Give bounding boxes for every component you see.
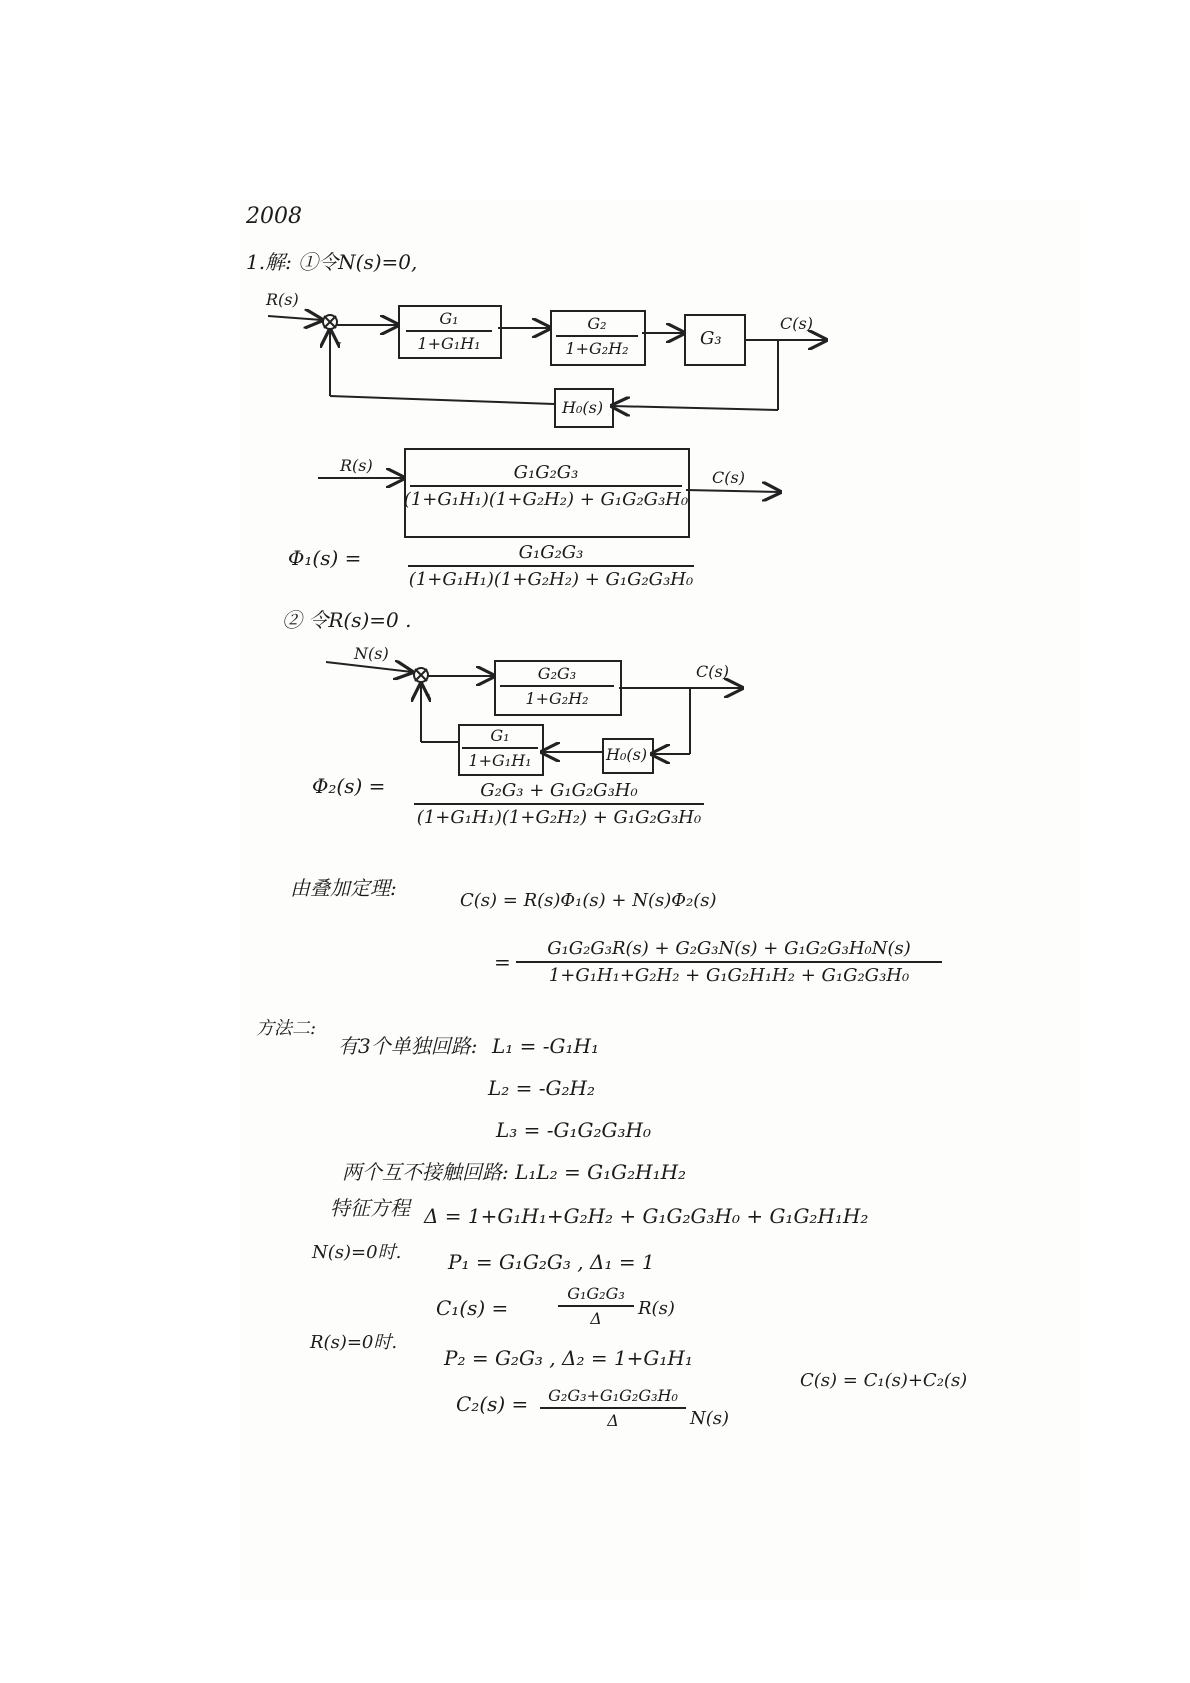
phi2-num: G₂G₃ + G₁G₂G₃H₀ <box>480 780 638 801</box>
c1-num: G₁G₂G₃ <box>567 1284 625 1303</box>
loops-label: 有3个单独回路: <box>338 1034 478 1058</box>
d2-output-label: C(s) <box>712 468 745 487</box>
superposition-eq2-prefix: = <box>494 950 511 974</box>
d1-block-1-den: 1+G₁H₁ <box>417 334 481 353</box>
loop-L2: L₂ = -G₂H₂ <box>488 1076 595 1100</box>
phi1-label: Φ₁(s) = <box>288 546 362 570</box>
d3-fwd-num: G₂G₃ <box>537 664 577 683</box>
superposition-label: 由叠加定理: <box>290 876 397 900</box>
d2-block <box>404 448 690 538</box>
d3-fwd-den: 1+G₂H₂ <box>525 689 589 708</box>
d1-block-2-den: 1+G₂H₂ <box>565 339 629 358</box>
c2-tail: N(s) <box>690 1408 730 1429</box>
d1-output-label: C(s) <box>780 314 813 333</box>
phi2-label: Φ₂(s) = <box>312 774 386 798</box>
d2-num: G₁G₂G₃ <box>513 462 579 483</box>
phi1-num: G₁G₂G₃ <box>518 542 584 563</box>
d1-input-label: R(s) <box>266 290 299 309</box>
d1-minus-sign: - <box>336 332 342 351</box>
superposition-fraction <box>516 938 942 986</box>
phi1-den: (1+G₁H₁)(1+G₂H₂) + G₁G₂G₃H₀ <box>408 569 694 590</box>
nontouching-loops: 两个互不接触回路: L₁L₂ = G₁G₂H₁H₂ <box>342 1160 687 1184</box>
d2-input-label: R(s) <box>340 456 373 475</box>
d3-feedback-block-2 <box>602 738 654 774</box>
c1-den: Δ <box>590 1309 602 1328</box>
d1-block-2 <box>550 310 646 366</box>
superposition-num: G₁G₂G₃R(s) + G₂G₃N(s) + G₁G₂G₃H₀N(s) <box>547 938 911 959</box>
c2-num: G₂G₃+G₁G₂G₃H₀ <box>548 1386 678 1405</box>
c2-fraction <box>540 1386 686 1430</box>
d3-fb1-den: 1+G₁H₁ <box>468 751 532 770</box>
d1-block-3 <box>684 314 746 366</box>
c2-label: C₂(s) = <box>456 1392 529 1416</box>
d3-fb2-label: H₀(s) <box>606 745 648 764</box>
d1-block-2-num: G₂ <box>587 314 607 333</box>
d1-block-1 <box>398 305 502 359</box>
c1-fraction <box>558 1284 634 1328</box>
question-1-label: 1.解: ①令N(s)=0, <box>246 250 418 274</box>
step-2-label: ② 令R(s)=0 . <box>282 608 412 632</box>
superposition-den: 1+G₁H₁+G₂H₂ + G₁G₂H₁H₂ + G₁G₂G₃H₀ <box>548 965 910 986</box>
c1-label: C₁(s) = <box>436 1296 509 1320</box>
loop-L1: L₁ = -G₁H₁ <box>492 1034 599 1058</box>
d3-minus-sign: - <box>425 684 431 703</box>
d3-input-label: N(s) <box>354 644 389 663</box>
d1-feedback-label: H₀(s) <box>562 398 604 417</box>
d3-fb1-num: G₁ <box>490 726 510 745</box>
d1-block-3-label: G₃ <box>700 328 722 349</box>
loop-L3: L₃ = -G₁G₂G₃H₀ <box>496 1118 651 1142</box>
n-zero-label: N(s)=0时. <box>312 1242 402 1263</box>
char-eq-label: 特征方程 <box>330 1196 410 1220</box>
c2-den: Δ <box>607 1411 619 1430</box>
p1-equation: P₁ = G₁G₂G₃ , Δ₁ = 1 <box>448 1250 655 1274</box>
method2-label: 方法二: <box>256 1018 317 1039</box>
d1-block-1-num: G₁ <box>439 309 459 328</box>
year-heading: 2008 <box>246 204 302 229</box>
d3-output-label: C(s) <box>696 662 729 681</box>
p2-equation: P₂ = G₂G₃ , Δ₂ = 1+G₁H₁ <box>444 1346 693 1370</box>
c1-tail: R(s) <box>638 1298 675 1319</box>
delta-equation: Δ = 1+G₁H₁+G₂H₂ + G₁G₂G₃H₀ + G₁G₂H₁H₂ <box>424 1204 869 1228</box>
d1-feedback-block <box>554 388 614 428</box>
d3-forward-block <box>494 660 622 716</box>
total-output: C(s) = C₁(s)+C₂(s) <box>800 1370 968 1391</box>
d3-feedback-block-1 <box>458 724 544 776</box>
phi1-fraction <box>408 542 694 590</box>
phi2-fraction <box>414 780 704 828</box>
d2-den: (1+G₁H₁)(1+G₂H₂) + G₁G₂G₃H₀ <box>403 489 689 510</box>
superposition-eq1: C(s) = R(s)Φ₁(s) + N(s)Φ₂(s) <box>460 890 717 911</box>
r-zero-label: R(s)=0时. <box>310 1332 398 1353</box>
phi2-den: (1+G₁H₁)(1+G₂H₂) + G₁G₂G₃H₀ <box>416 807 702 828</box>
